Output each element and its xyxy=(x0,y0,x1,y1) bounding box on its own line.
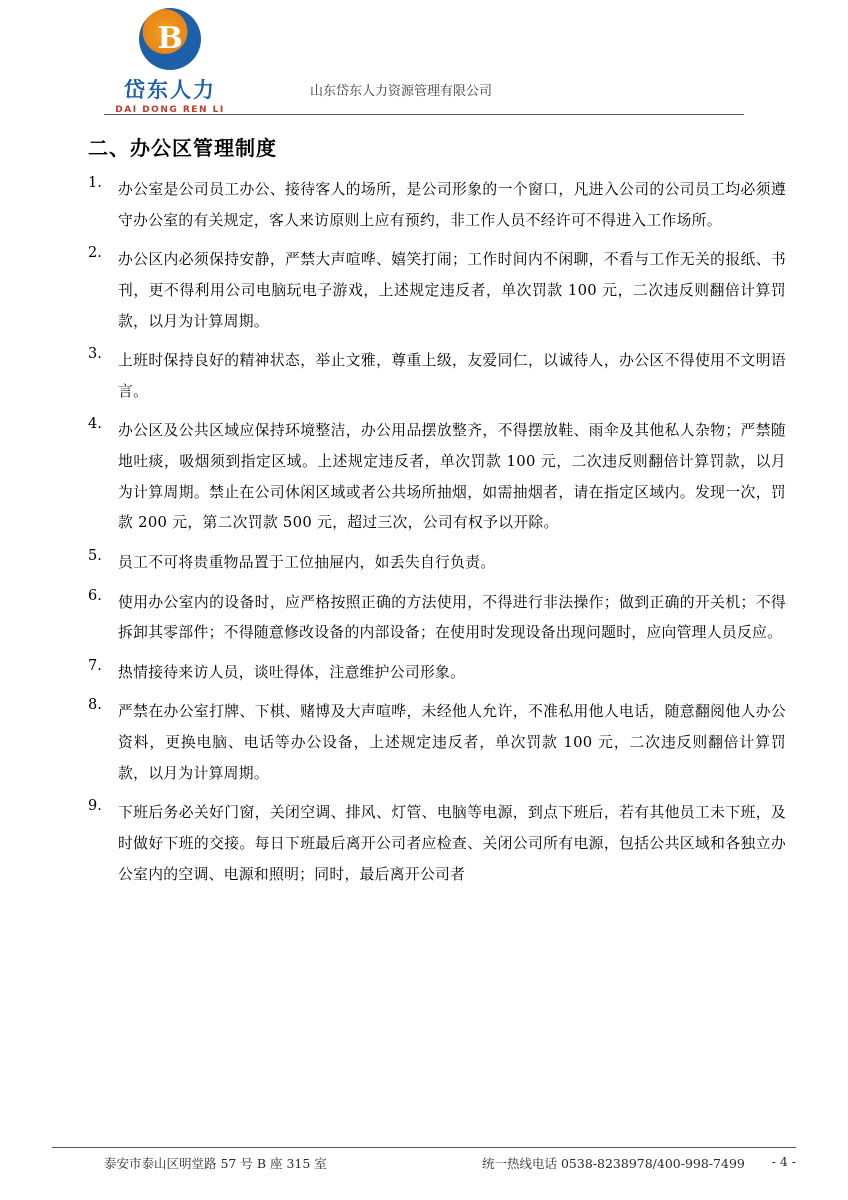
item-number: 4. xyxy=(88,416,102,433)
item-number: 6. xyxy=(88,587,102,604)
rules-list xyxy=(88,175,786,890)
list-item xyxy=(88,548,786,579)
item-text: 使用办公室内的设备时，应严格按照正确的方法使用，不得进行非法操作；做到正确的开关机；不得拆卸其零部件；不得随意修改设备的内部设备；在使用时发现设备出现问题时，应向管理人员反应。 xyxy=(118,593,786,642)
company-logo xyxy=(90,8,250,115)
list-item xyxy=(88,416,786,539)
item-text: 热情接待来访人员，谈吐得体，注意维护公司形象。 xyxy=(118,663,466,681)
item-text: 办公区内必须保持安静，严禁大声喧哗、嬉笑打闹；工作时间内不闲聊，不看与工作无关的报纸、书刊，更不得利用公司电脑玩电子游戏，上述规定违反者，单次罚款 100 元，二次违反则翻倍计算罚款，以月为计算周期。 xyxy=(118,251,786,330)
item-number: 5. xyxy=(88,547,102,564)
section-title: 二、办公区管理制度 xyxy=(88,136,277,160)
item-text: 严禁在办公室打牌、下棋、赌博及大声喧哗，未经他人允许，不准私用他人电话，随意翻阅他人办公资料，更换电脑、电话等办公设备，上述规定违反者，单次罚款 100 元，二次违反则翻倍计算罚款，以月为计算周期。 xyxy=(118,703,786,782)
logo-pinyin: DAI DONG REN LI xyxy=(115,105,225,115)
footer-divider xyxy=(52,1147,796,1148)
item-number: 8. xyxy=(88,697,102,714)
item-number: 3. xyxy=(88,346,102,363)
list-item xyxy=(88,697,786,789)
logo-emblem-icon xyxy=(139,8,201,70)
logo-wordmark: 岱东人力 xyxy=(124,78,216,102)
logo-initial: B xyxy=(157,21,183,56)
footer-hotline: 统一热线电话 0538-8238978/400-998-7499 xyxy=(482,1156,745,1171)
item-text: 员工不可将贵重物品置于工位抽屉内，如丢失自行负责。 xyxy=(118,553,496,571)
item-number: 7. xyxy=(88,657,102,674)
list-item xyxy=(88,245,786,337)
list-item xyxy=(88,175,786,236)
item-text: 办公区及公共区域应保持环境整洁，办公用品摆放整齐，不得摆放鞋、雨伞及其他私人杂物；严禁随地吐痰，吸烟须到指定区域。上述规定违反者，单次罚款 100 元，二次违反则翻倍计算罚款，以月为计算周期。禁止在公司休闲区域或者公共场所抽烟，如需抽烟者，请在指定区域内。发现一次，罚款 200 元，第二次罚款 500 元，超过三次，公司有权予以开除。 xyxy=(118,422,786,532)
item-text: 上班时保持良好的精神状态，举止文雅，尊重上级，友爱同仁，以诚待人，办公区不得使用不文明语言。 xyxy=(118,352,786,400)
list-item xyxy=(88,658,786,689)
item-text: 办公室是公司员工办公、接待客人的场所，是公司形象的一个窗口，凡进入公司的公司员工均必须遵守办公室的有关规定，客人来访原则上应有预约，非工作人员不经许可不得进入工作场所。 xyxy=(118,181,786,229)
item-number: 9. xyxy=(88,798,102,815)
list-item xyxy=(88,798,786,890)
page-header xyxy=(52,0,796,115)
list-item xyxy=(88,588,786,649)
item-number: 1. xyxy=(88,175,102,191)
footer-address: 泰安市泰山区明堂路 57 号 B 座 315 室 xyxy=(104,1156,327,1171)
page-footer xyxy=(52,1154,796,1178)
company-name: 山东岱东人力资源管理有限公司 xyxy=(310,84,493,99)
document-body xyxy=(88,132,786,890)
list-item xyxy=(88,346,786,407)
item-number: 2. xyxy=(88,245,102,262)
page-number: - 4 - xyxy=(771,1154,796,1169)
header-divider xyxy=(104,114,744,115)
item-text: 下班后务必关好门窗，关闭空调、排风、灯管、电脑等电源，到点下班后，若有其他员工未下班，及时做好下班的交接。每日下班最后离开公司者应检查、关闭公司所有电源，包括公共区域和各独立办公室内的空调、电源和照明；同时，最后离开公司者 xyxy=(118,804,786,883)
